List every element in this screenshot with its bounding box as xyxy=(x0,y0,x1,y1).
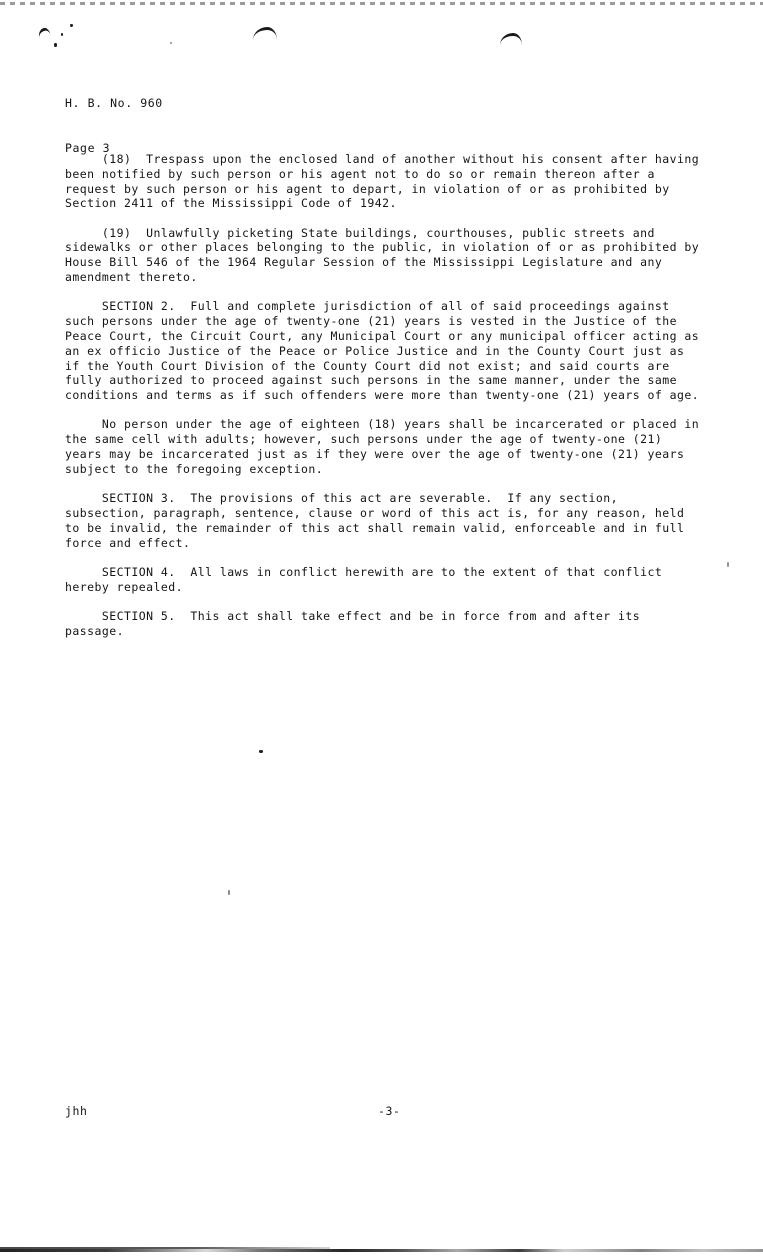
scan-speck-5 xyxy=(259,750,263,753)
page-number: -3- xyxy=(378,1104,401,1118)
paragraph-section-5: SECTION 5. This act shall take effect and be in force from and after its passage. xyxy=(65,608,648,638)
paragraph-section-3: SECTION 3. The provisions of this act are severable. If any section, subsection, paragraph, sentence, clause or word of this act is, for any reason, held to be invalid, the remainder of this act shall remain valid, enforceable and in full force and effect. xyxy=(65,491,692,550)
bill-number: H. B. No. 960 xyxy=(65,96,163,110)
scan-speck-4 xyxy=(170,42,172,44)
document-body xyxy=(65,152,705,653)
scan-smudge-hook-left xyxy=(37,27,51,39)
typist-initials: jhh xyxy=(65,1104,88,1118)
scan-speck-3 xyxy=(54,43,57,47)
paragraph-section-4: SECTION 4. All laws in conflict herewith are to the extent of that conflict hereby repealed. xyxy=(65,564,670,594)
paragraph-item-18: (18) Trespass upon the enclosed land of another without his consent after having been notified by such person or his agent not to do so or remain thereon after a request by such person or his agent to depart, in violation of or as prohibited by Section 2411 of the Mississippi Code of 1942. xyxy=(65,152,707,211)
scan-speck-2 xyxy=(61,33,63,36)
top-dashed-rule xyxy=(0,2,763,5)
scan-speck-7 xyxy=(727,562,729,567)
paragraph-section-2-proviso: No person under the age of eighteen (18) years shall be incarcerated or placed in the same cell with adults; however, such persons under the age of twenty-one (21) years may be incarcerated just as if they were over the age of twenty-one (21) years subject to the foregoing exception. xyxy=(65,417,707,476)
scan-speck-6 xyxy=(228,890,230,895)
paragraph-item-19: (19) Unlawfully picketing State buildings, courthouses, public streets and sidewalks or other places belonging to the public, in violation of or as prohibited by House Bill 546 of the 1964 Regular Session of the Mississippi Legislature and any amendment thereto. xyxy=(65,225,707,285)
scan-speck-1 xyxy=(70,24,73,27)
page-label: Page 3 xyxy=(65,141,111,155)
paragraph-section-2: SECTION 2. Full and complete jurisdiction of all of said proceedings against such persons under the age of twenty-one (21) years is vested in the Justice of the Peace Court, the Circuit Court, any Municipal Court or any municipal officer acting as an ex officio Justice of the Peace or Police Justice and in the County Court just as if the Youth Court Division of the County Court did not exist; and said courts are fully authorized to proceed against such persons in the same manner, under the same conditions and terms as if such offenders were more than twenty-one (21) years of age. xyxy=(65,299,707,403)
scan-smudge-hook-right xyxy=(500,33,522,45)
scan-smudge-hook-center xyxy=(253,27,277,40)
bottom-scan-edge xyxy=(0,1249,763,1252)
